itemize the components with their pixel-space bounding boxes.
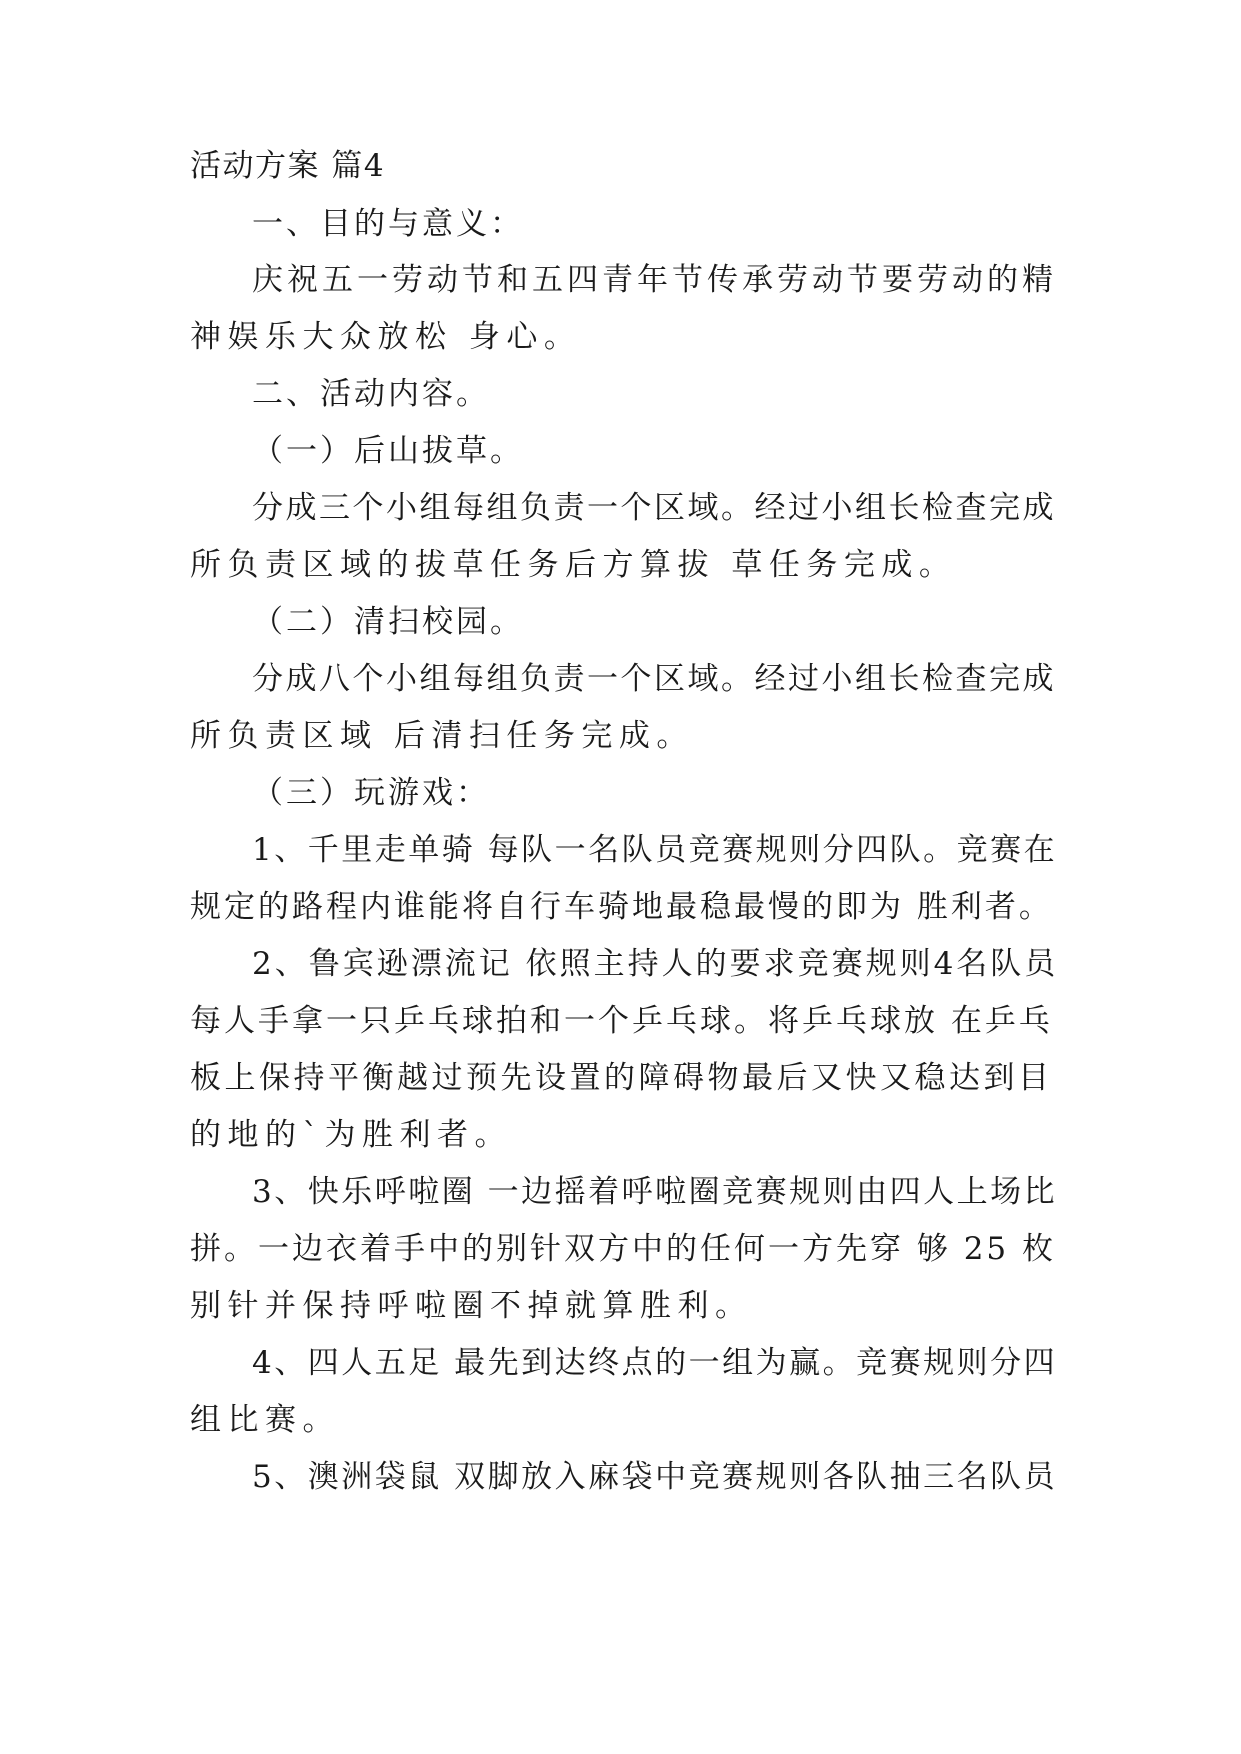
paragraph-line: 规定的路程内谁能将自行车骑地最稳最慢的即为 胜利者。: [190, 889, 1053, 925]
subsection-title: （二）清扫校园。: [252, 604, 524, 640]
paragraph-line: 3、快乐呼啦圈 一边摇着呼啦圈竞赛规则由四人上场比: [252, 1174, 1058, 1210]
paragraph-line: 所负责区域的拔草任务后方算拔 草任务完成。: [190, 547, 957, 583]
paragraph-line: 的地的`为胜利者。: [190, 1117, 512, 1153]
paragraph-line: 神娱乐大众放松 身心。: [190, 319, 582, 355]
paragraph-line: 组比赛。: [190, 1402, 340, 1438]
paragraph-line: 板上保持平衡越过预先设置的障碍物最后又快又稳达到目: [190, 1060, 1053, 1096]
subsection-title: （三）玩游戏：: [252, 775, 490, 811]
paragraph-line: 4、四人五足 最先到达终点的一组为赢。竞赛规则分四: [252, 1345, 1058, 1381]
paragraph-line: 分成八个小组每组负责一个区域。经过小组长检查完成: [252, 661, 1056, 697]
paragraph-line: 5、澳洲袋鼠 双脚放入麻袋中竞赛规则各队抽三名队员: [252, 1459, 1058, 1495]
document-heading: 活动方案 篇4: [190, 148, 386, 184]
paragraph-line: 每人手拿一只乒乓球拍和一个乒乓球。将乒乓球放 在乒乓: [190, 1003, 1053, 1039]
paragraph-line: 庆祝五一劳动节和五四青年节传承劳动节要劳动的精: [252, 262, 1057, 298]
paragraph-line: 所负责区域 后清扫任务完成。: [190, 718, 694, 754]
subsection-title: （一）后山拔草。: [252, 433, 524, 469]
section-title-purpose: 一、目的与意义：: [252, 206, 524, 242]
section-title-content: 二、活动内容。: [252, 376, 490, 412]
paragraph-line: 拼。一边衣着手中的别针双方中的任何一方先穿 够 25 枚: [190, 1231, 1057, 1267]
paragraph-line: 分成三个小组每组负责一个区域。经过小组长检查完成: [252, 490, 1056, 526]
paragraph-line: 1、千里走单骑 每队一名队员竞赛规则分四队。竞赛在: [252, 832, 1058, 868]
paragraph-line: 2、鲁宾逊漂流记 依照主持人的要求竞赛规则4名队员: [252, 946, 1059, 982]
paragraph-line: 别针并保持呼啦圈不掉就算胜利。: [190, 1288, 753, 1324]
